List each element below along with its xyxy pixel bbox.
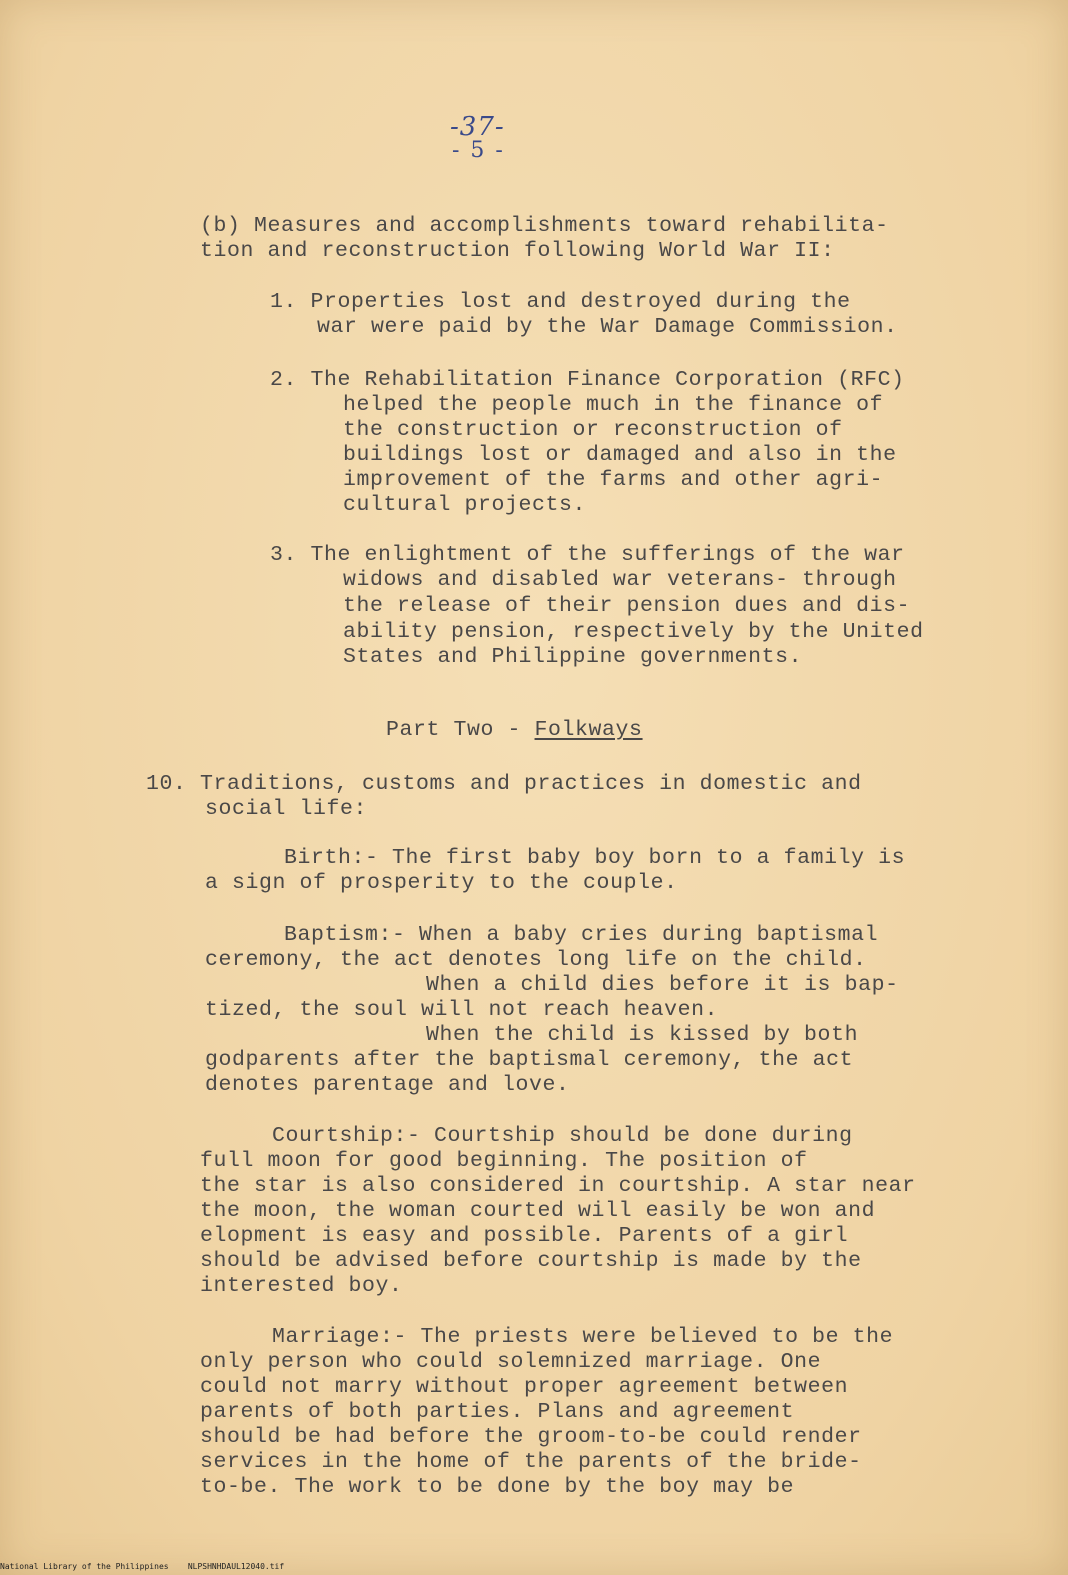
- courtship-line-3: the star is also considered in courtship. A star near: [200, 1174, 916, 1198]
- marriage-line-3: could not marry without proper agreement between: [200, 1375, 849, 1399]
- baptism-line-3: When a child dies before it is bap-: [426, 973, 899, 997]
- item-3-line-1: 3. The enlightment of the sufferings of the war: [270, 543, 905, 567]
- item-3-line-5: States and Philippine governments.: [343, 645, 803, 669]
- baptism-line-1: Baptism:- When a baby cries during baptismal: [284, 923, 879, 947]
- marriage-line-1: Marriage:- The priests were believed to be the: [272, 1325, 894, 1349]
- birth-line-1: Birth:- The first baby boy born to a family is: [284, 846, 906, 870]
- courtship-line-6: should be advised before courtship is made by the: [200, 1249, 862, 1273]
- courtship-line-2: full moon for good beginning. The position of: [200, 1149, 808, 1173]
- marriage-line-2: only person who could solemnized marriage. One: [200, 1350, 822, 1374]
- item-10-line-1: 10. Traditions, customs and practices in domestic and: [146, 772, 862, 796]
- scan-footer: National Library of the Philippines NLPSHNHDAUL12040.tif: [0, 1562, 285, 1571]
- handwritten-page-number: -37-: [450, 112, 505, 142]
- original-page-number: - 5 -: [452, 138, 505, 163]
- baptism-line-5: When the child is kissed by both: [426, 1023, 859, 1047]
- section-b-heading-line-1: (b) Measures and accomplishments toward rehabilita-: [200, 214, 889, 238]
- item-10-line-2: social life:: [205, 797, 368, 821]
- item-3-line-2: widows and disabled war veterans- through: [343, 568, 897, 592]
- courtship-line-5: elopment is easy and possible. Parents of a girl: [200, 1224, 849, 1248]
- part-two-prefix: Part Two -: [386, 718, 535, 742]
- item-2-line-3: the construction or reconstruction of: [343, 418, 843, 442]
- baptism-line-7: denotes parentage and love.: [205, 1073, 570, 1097]
- item-2-line-6: cultural projects.: [343, 493, 587, 517]
- item-2-line-5: improvement of the farms and other agri-: [343, 468, 884, 492]
- part-two-title: Folkways: [534, 718, 643, 742]
- marriage-line-4: parents of both parties. Plans and agreement: [200, 1400, 795, 1424]
- baptism-line-2: ceremony, the act denotes long life on the child.: [205, 948, 867, 972]
- courtship-line-4: the moon, the woman courted will easily be won and: [200, 1199, 876, 1223]
- courtship-line-7: interested boy.: [200, 1274, 403, 1298]
- item-2-line-1: 2. The Rehabilitation Finance Corporation (RFC): [270, 368, 905, 392]
- birth-line-2: a sign of prosperity to the couple.: [205, 871, 678, 895]
- item-3-line-4: ability pension, respectively by the United: [343, 620, 924, 644]
- item-1-line-2: war were paid by the War Damage Commission.: [317, 315, 898, 339]
- baptism-line-6: godparents after the baptismal ceremony, the act: [205, 1048, 854, 1072]
- courtship-line-1: Courtship:- Courtship should be done during: [272, 1124, 853, 1148]
- marriage-line-7: to-be. The work to be done by the boy may be: [200, 1475, 795, 1499]
- marriage-line-6: services in the home of the parents of the bride-: [200, 1450, 862, 1474]
- item-1-line-1: 1. Properties lost and destroyed during the: [270, 290, 851, 314]
- baptism-line-4: tized, the soul will not reach heaven.: [205, 998, 719, 1022]
- section-b-heading-line-2: tion and reconstruction following World War II:: [200, 239, 835, 263]
- item-2-line-4: buildings lost or damaged and also in the: [343, 443, 897, 467]
- marriage-line-5: should be had before the groom-to-be could render: [200, 1425, 862, 1449]
- item-2-line-2: helped the people much in the finance of: [343, 393, 884, 417]
- item-3-line-3: the release of their pension dues and dis-: [343, 594, 911, 618]
- part-two-heading: [386, 718, 643, 743]
